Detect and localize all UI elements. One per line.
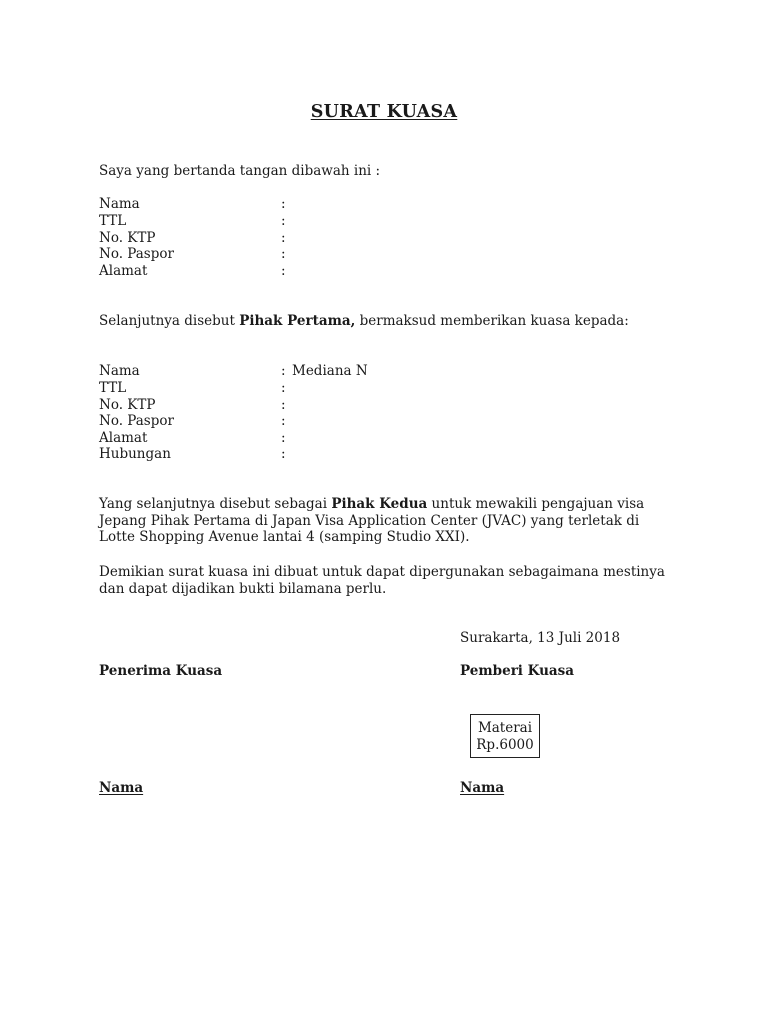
first-party-field xyxy=(99,230,599,247)
field-label: Alamat xyxy=(99,263,148,279)
purpose-post: untuk mewakili pengajuan visa xyxy=(427,496,645,512)
first-party-field xyxy=(99,213,599,230)
field-colon: : xyxy=(281,397,286,413)
closing-paragraph xyxy=(99,564,679,597)
field-label: No. Paspor xyxy=(99,413,174,429)
recipient-name xyxy=(99,780,143,797)
field-colon: : xyxy=(281,380,286,396)
grantor-name xyxy=(460,780,504,797)
field-colon: : xyxy=(281,446,286,462)
field-label: No. KTP xyxy=(99,397,156,413)
first-party-field xyxy=(99,263,599,280)
document-title-text: SURAT KUASA xyxy=(310,102,458,122)
grantor-label: Pemberi Kuasa xyxy=(460,663,574,679)
second-party-field xyxy=(99,430,599,447)
transition-pre: Selanjutnya disebut xyxy=(99,313,240,329)
field-label: No. Paspor xyxy=(99,246,174,262)
field-label: Nama xyxy=(99,196,140,212)
field-colon: : xyxy=(281,263,286,279)
field-colon: : xyxy=(281,230,286,246)
field-colon: : xyxy=(281,363,286,379)
transition-text xyxy=(99,313,629,330)
intro-text: Saya yang bertanda tangan dibawah ini : xyxy=(99,163,381,179)
second-party-field xyxy=(99,397,599,414)
closing-line: Demikian surat kuasa ini dibuat untuk dapat dipergunakan sebagaimana mestinya xyxy=(99,564,665,580)
purpose-bold: Pihak Kedua xyxy=(331,496,428,512)
recipient-name-text: Nama xyxy=(99,780,144,796)
field-label: Nama xyxy=(99,363,140,379)
first-party-field xyxy=(99,246,599,263)
field-colon: : xyxy=(281,413,286,429)
second-party-field xyxy=(99,380,599,397)
stamp-line: Rp.6000 xyxy=(476,737,534,753)
field-colon: : xyxy=(281,430,286,446)
grantor-name-text: Nama xyxy=(460,780,505,796)
field-value: Mediana N xyxy=(292,363,368,379)
document-title xyxy=(0,104,768,121)
field-label: No. KTP xyxy=(99,230,156,246)
field-colon: : xyxy=(281,196,286,212)
second-party-field xyxy=(99,413,599,430)
second-party-field xyxy=(99,363,599,380)
field-label: Hubungan xyxy=(99,446,171,462)
field-label: TTL xyxy=(99,380,127,396)
first-party-field xyxy=(99,196,599,213)
field-label: TTL xyxy=(99,213,127,229)
stamp-line: Materai xyxy=(477,720,533,736)
closing-line: dan dapat dijadikan bukti bilamana perlu. xyxy=(99,580,387,597)
recipient-label: Penerima Kuasa xyxy=(99,663,223,679)
purpose-pre: Yang selanjutnya disebut sebagai xyxy=(99,496,332,512)
second-party-field xyxy=(99,446,599,463)
field-colon: : xyxy=(281,246,286,262)
transition-post: bermaksud memberikan kuasa kepada: xyxy=(355,313,629,329)
place-date: Surakarta, 13 Juli 2018 xyxy=(460,630,621,646)
purpose-paragraph xyxy=(99,496,679,546)
field-label: Alamat xyxy=(99,430,148,446)
purpose-line xyxy=(99,496,679,513)
duty-stamp-box xyxy=(470,714,540,758)
purpose-line: Lotte Shopping Avenue lantai 4 (samping Studio XXI). xyxy=(99,529,470,546)
purpose-line: Jepang Pihak Pertama di Japan Visa Application Center (JVAC) yang terletak di xyxy=(99,512,640,529)
field-colon: : xyxy=(281,213,286,229)
transition-bold: Pihak Pertama, xyxy=(239,313,356,329)
